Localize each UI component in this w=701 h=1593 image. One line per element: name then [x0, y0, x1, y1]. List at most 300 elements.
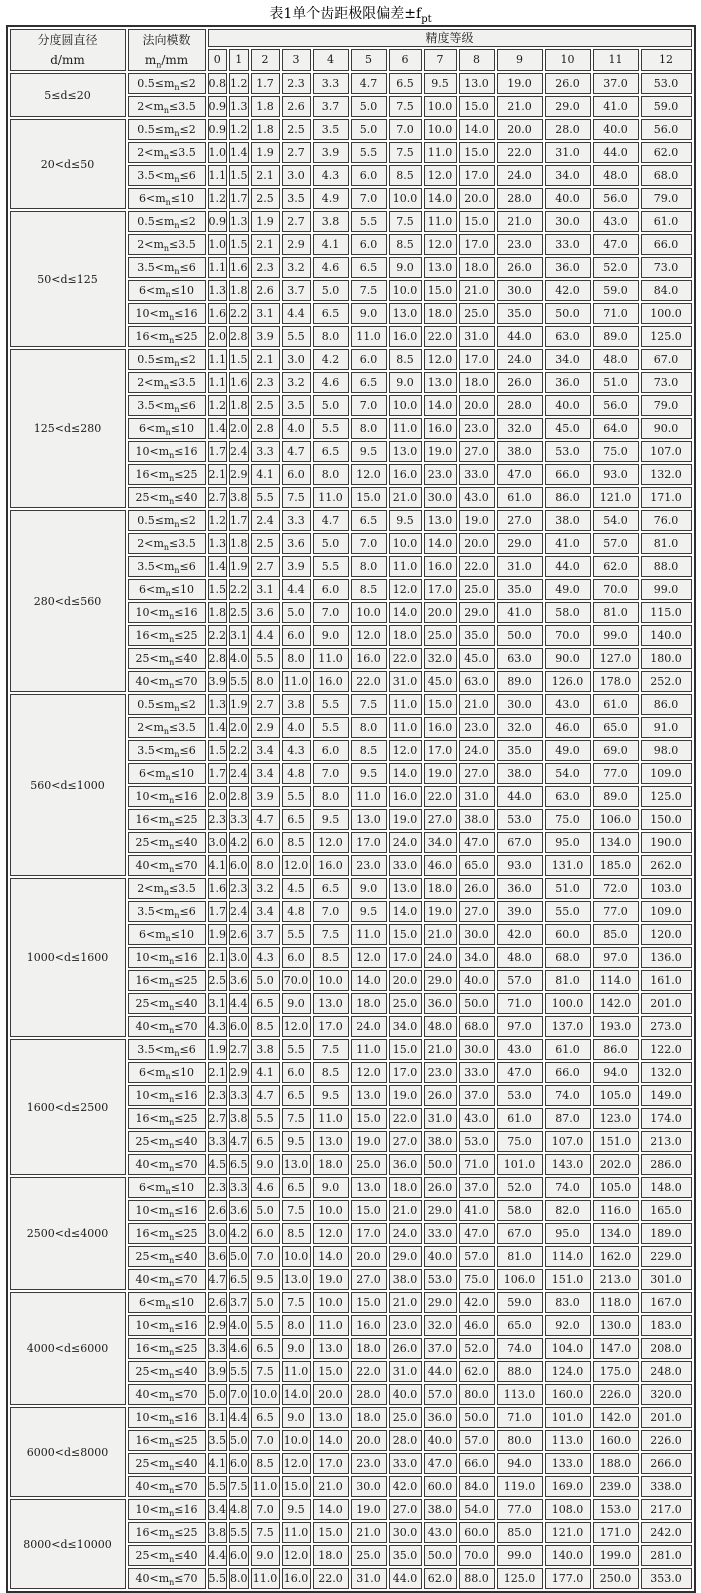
deviation-value-cell: 5.0 — [313, 280, 349, 301]
deviation-value-cell: 6.5 — [229, 1269, 249, 1290]
deviation-value-cell: 2.4 — [229, 763, 249, 784]
deviation-value-cell: 29.0 — [459, 602, 495, 623]
deviation-value-cell: 21.0 — [459, 694, 495, 715]
deviation-value-cell: 109.0 — [641, 901, 692, 922]
deviation-value-cell: 6.5 — [282, 1085, 311, 1106]
deviation-value-cell: 41.0 — [459, 1200, 495, 1221]
deviation-value-cell: 4.3 — [282, 740, 311, 761]
deviation-value-cell: 18.0 — [389, 1177, 422, 1198]
deviation-value-cell: 17.0 — [389, 947, 422, 968]
deviation-value-cell: 4.7 — [251, 1085, 280, 1106]
deviation-value-cell: 36.0 — [389, 1154, 422, 1175]
deviation-value-cell: 273.0 — [641, 1016, 692, 1037]
deviation-value-cell: 21.0 — [389, 1200, 422, 1221]
deviation-value-cell: 85.0 — [593, 924, 639, 945]
deviation-value-cell: 46.0 — [459, 1315, 495, 1336]
deviation-value-cell: 13.0 — [424, 510, 457, 531]
deviation-value-cell: 13.0 — [389, 878, 422, 899]
deviation-value-cell: 54.0 — [545, 763, 591, 784]
deviation-value-cell: 151.0 — [545, 1269, 591, 1290]
deviation-value-cell: 32.0 — [424, 648, 457, 669]
diameter-range-cell: 5≤d≤20 — [10, 73, 126, 117]
deviation-value-cell: 34.0 — [545, 349, 591, 370]
deviation-value-cell: 7.5 — [351, 694, 387, 715]
module-range-cell: $16<m_n\le 25$ — [128, 625, 206, 646]
deviation-value-cell: 32.0 — [497, 418, 543, 439]
deviation-value-cell: 41.0 — [545, 533, 591, 554]
deviation-value-cell: 23.0 — [459, 418, 495, 439]
deviation-value-cell: 91.0 — [641, 717, 692, 738]
deviation-value-cell: 1.3 — [208, 533, 228, 554]
deviation-value-cell: 13.0 — [313, 1407, 349, 1428]
table-row — [10, 119, 692, 140]
deviation-value-cell: 2.7 — [282, 142, 311, 163]
deviation-value-cell: 3.6 — [251, 602, 280, 623]
deviation-value-cell: 5.5 — [313, 694, 349, 715]
deviation-value-cell: 30.0 — [351, 1476, 387, 1497]
deviation-value-cell: 104.0 — [545, 1338, 591, 1359]
deviation-value-cell: 7.5 — [389, 96, 422, 117]
deviation-value-cell: 5.5 — [282, 1039, 311, 1060]
deviation-value-cell: 10.0 — [282, 1430, 311, 1451]
deviation-value-cell: 82.0 — [545, 1200, 591, 1221]
deviation-value-cell: 15.0 — [351, 487, 387, 508]
deviation-value-cell: 44.0 — [389, 1568, 422, 1589]
deviation-value-cell: 1.7 — [251, 73, 280, 94]
deviation-value-cell: 4.4 — [282, 579, 311, 600]
deviation-value-cell: 20.0 — [389, 970, 422, 991]
deviation-value-cell: 4.0 — [229, 1315, 249, 1336]
deviation-value-cell: 7.5 — [282, 487, 311, 508]
deviation-value-cell: 171.0 — [641, 487, 692, 508]
deviation-value-cell: 2.8 — [251, 418, 280, 439]
deviation-value-cell: 2.9 — [208, 1315, 228, 1336]
deviation-value-cell: 88.0 — [497, 1361, 543, 1382]
module-range-cell: $2<m_n\le 3.5$ — [128, 96, 206, 117]
deviation-value-cell: 9.5 — [351, 441, 387, 462]
grade-header-2: 2 — [251, 49, 280, 71]
deviation-value-cell: 14.0 — [313, 1499, 349, 1520]
deviation-value-cell: 11.0 — [351, 786, 387, 807]
deviation-value-cell: 6.0 — [282, 947, 311, 968]
deviation-value-cell: 8.0 — [251, 855, 280, 876]
module-range-cell: $3.5<m_n\le 6$ — [128, 395, 206, 416]
deviation-value-cell: 4.6 — [229, 1338, 249, 1359]
deviation-value-cell: 30.0 — [459, 1039, 495, 1060]
deviation-value-cell: 100.0 — [641, 303, 692, 324]
deviation-value-cell: 14.0 — [389, 763, 422, 784]
deviation-value-cell: 151.0 — [593, 1131, 639, 1152]
deviation-value-cell: 17.0 — [459, 165, 495, 186]
deviation-value-cell: 8.5 — [389, 165, 422, 186]
deviation-value-cell: 4.9 — [313, 188, 349, 209]
deviation-value-cell: 40.0 — [545, 188, 591, 209]
deviation-value-cell: 70.0 — [545, 625, 591, 646]
deviation-value-cell: 9.0 — [282, 993, 311, 1014]
deviation-value-cell: 75.0 — [459, 1269, 495, 1290]
deviation-value-cell: 93.0 — [593, 464, 639, 485]
deviation-value-cell: 1.8 — [208, 602, 228, 623]
deviation-value-cell: 37.0 — [459, 1085, 495, 1106]
deviation-value-cell: 5.0 — [208, 1384, 228, 1405]
deviation-value-cell: 133.0 — [545, 1453, 591, 1474]
deviation-value-cell: 9.0 — [251, 1154, 280, 1175]
deviation-value-cell: 2.2 — [229, 740, 249, 761]
deviation-value-cell: 125.0 — [497, 1568, 543, 1589]
deviation-value-cell: 149.0 — [641, 1085, 692, 1106]
deviation-value-cell: 41.0 — [593, 96, 639, 117]
deviation-value-cell: 12.0 — [389, 740, 422, 761]
deviation-value-cell: 19.0 — [424, 441, 457, 462]
deviation-value-cell: 213.0 — [641, 1131, 692, 1152]
deviation-value-cell: 5.5 — [351, 211, 387, 232]
module-range-cell: $0.5\le m_n\le 2$ — [128, 211, 206, 232]
deviation-value-cell: 10.0 — [313, 1200, 349, 1221]
deviation-value-cell: 75.0 — [497, 1131, 543, 1152]
deviation-value-cell: 19.0 — [497, 73, 543, 94]
deviation-value-cell: 42.0 — [459, 1292, 495, 1313]
deviation-value-cell: 66.0 — [641, 234, 692, 255]
deviation-value-cell: 239.0 — [593, 1476, 639, 1497]
deviation-value-cell: 7.5 — [282, 1200, 311, 1221]
diameter-header-label: 分度圆直径 — [37, 33, 98, 47]
deviation-value-cell: 6.0 — [229, 1016, 249, 1037]
deviation-value-cell: 16.0 — [282, 1568, 311, 1589]
deviation-value-cell: 15.0 — [424, 280, 457, 301]
deviation-value-cell: 74.0 — [545, 1177, 591, 1198]
deviation-value-cell: 3.9 — [208, 1361, 228, 1382]
deviation-value-cell: 7.5 — [282, 1108, 311, 1129]
deviation-value-cell: 4.3 — [251, 947, 280, 968]
table-row — [10, 73, 692, 94]
deviation-value-cell: 5.0 — [251, 970, 280, 991]
grade-header-0: 0 — [208, 49, 228, 71]
diameter-range-cell: 20<d≤50 — [10, 119, 126, 209]
deviation-value-cell: 1.9 — [229, 556, 249, 577]
deviation-value-cell: 26.0 — [545, 73, 591, 94]
deviation-value-cell: 125.0 — [641, 326, 692, 347]
deviation-value-cell: 100.0 — [545, 993, 591, 1014]
deviation-value-cell: 14.0 — [389, 602, 422, 623]
deviation-value-cell: 9.5 — [313, 809, 349, 830]
deviation-value-cell: 13.0 — [351, 809, 387, 830]
deviation-value-cell: 12.0 — [351, 1062, 387, 1083]
deviation-value-cell: 31.0 — [389, 671, 422, 692]
deviation-value-cell: 39.0 — [497, 901, 543, 922]
deviation-value-cell: 43.0 — [459, 1108, 495, 1129]
deviation-value-cell: 3.3 — [229, 809, 249, 830]
deviation-value-cell: 4.2 — [229, 832, 249, 853]
deviation-value-cell: 10.0 — [313, 970, 349, 991]
deviation-value-cell: 27.0 — [459, 441, 495, 462]
deviation-value-cell: 1.9 — [208, 924, 228, 945]
deviation-value-cell: 10.0 — [389, 280, 422, 301]
deviation-value-cell: 115.0 — [641, 602, 692, 623]
deviation-value-cell: 8.0 — [351, 418, 387, 439]
deviation-value-cell: 4.7 — [208, 1269, 228, 1290]
table-header — [10, 29, 692, 71]
module-range-cell: $3.5<m_n\le 6$ — [128, 901, 206, 922]
deviation-value-cell: 18.0 — [459, 257, 495, 278]
deviation-value-cell: 2.7 — [251, 556, 280, 577]
deviation-value-cell: 23.0 — [389, 1315, 422, 1336]
deviation-value-cell: 37.0 — [593, 73, 639, 94]
deviation-value-cell: 6.5 — [251, 993, 280, 1014]
deviation-value-cell: 61.0 — [497, 487, 543, 508]
module-header-label: 法向模数 — [142, 33, 191, 47]
deviation-value-cell: 66.0 — [459, 1453, 495, 1474]
deviation-value-cell: 5.5 — [351, 142, 387, 163]
deviation-value-cell: 88.0 — [459, 1568, 495, 1589]
table-row — [10, 510, 692, 531]
deviation-value-cell: 3.8 — [229, 487, 249, 508]
deviation-value-cell: 5.0 — [251, 1292, 280, 1313]
deviation-value-cell: 44.0 — [497, 786, 543, 807]
deviation-value-cell: 2.6 — [229, 924, 249, 945]
deviation-value-cell: 266.0 — [641, 1453, 692, 1474]
deviation-value-cell: 1.5 — [208, 579, 228, 600]
deviation-value-cell: 55.0 — [545, 901, 591, 922]
deviation-value-cell: 11.0 — [389, 717, 422, 738]
deviation-value-cell: 52.0 — [593, 257, 639, 278]
deviation-value-cell: 38.0 — [497, 763, 543, 784]
deviation-value-cell: 12.0 — [424, 234, 457, 255]
diameter-range-cell: 2500<d≤4000 — [10, 1177, 126, 1290]
deviation-value-cell: 98.0 — [641, 740, 692, 761]
deviation-value-cell: 6.0 — [351, 165, 387, 186]
deviation-value-cell: 1.2 — [208, 510, 228, 531]
deviation-value-cell: 16.0 — [351, 648, 387, 669]
deviation-value-cell: 1.2 — [229, 119, 249, 140]
deviation-value-cell: 27.0 — [389, 1499, 422, 1520]
deviation-value-cell: 119.0 — [497, 1476, 543, 1497]
deviation-value-cell: 2.5 — [251, 188, 280, 209]
deviation-value-cell: 25.0 — [389, 993, 422, 1014]
deviation-value-cell: 5.5 — [313, 556, 349, 577]
module-range-cell: $16<m_n\le 25$ — [128, 326, 206, 347]
deviation-value-cell: 11.0 — [424, 211, 457, 232]
deviation-value-cell: 4.6 — [251, 1177, 280, 1198]
deviation-value-cell: 22.0 — [351, 1361, 387, 1382]
deviation-value-cell: 21.0 — [351, 1522, 387, 1543]
deviation-value-cell: 25.0 — [389, 1407, 422, 1428]
deviation-value-cell: 6.0 — [229, 1545, 249, 1566]
deviation-value-cell: 118.0 — [593, 1292, 639, 1313]
grade-header-5: 5 — [351, 49, 387, 71]
deviation-value-cell: 1.0 — [208, 234, 228, 255]
deviation-value-cell: 125.0 — [641, 786, 692, 807]
deviation-value-cell: 107.0 — [641, 441, 692, 462]
deviation-value-cell: 22.0 — [389, 1108, 422, 1129]
deviation-value-cell: 17.0 — [424, 740, 457, 761]
deviation-value-cell: 18.0 — [313, 1545, 349, 1566]
deviation-value-cell: 13.0 — [351, 1177, 387, 1198]
deviation-value-cell: 150.0 — [641, 809, 692, 830]
deviation-value-cell: 68.0 — [545, 947, 591, 968]
deviation-value-cell: 33.0 — [389, 855, 422, 876]
deviation-value-cell: 6.5 — [351, 510, 387, 531]
deviation-value-cell: 21.0 — [424, 924, 457, 945]
module-range-cell: $40<m_n\le 70$ — [128, 1476, 206, 1497]
deviation-value-cell: 4.7 — [313, 510, 349, 531]
deviation-value-cell: 50.0 — [545, 303, 591, 324]
grade-header-1: 1 — [229, 49, 249, 71]
module-range-cell: $0.5\le m_n\le 2$ — [128, 119, 206, 140]
deviation-value-cell: 79.0 — [641, 395, 692, 416]
deviation-value-cell: 16.0 — [389, 464, 422, 485]
deviation-value-cell: 202.0 — [593, 1154, 639, 1175]
deviation-value-cell: 3.5 — [282, 395, 311, 416]
module-range-cell: $0.5\le m_n\le 2$ — [128, 349, 206, 370]
deviation-value-cell: 28.0 — [351, 1384, 387, 1405]
deviation-value-cell: 3.1 — [208, 1407, 228, 1428]
deviation-value-cell: 2.7 — [251, 694, 280, 715]
deviation-value-cell: 18.0 — [351, 993, 387, 1014]
module-range-cell: $40<m_n\le 70$ — [128, 1154, 206, 1175]
deviation-value-cell: 97.0 — [593, 947, 639, 968]
deviation-value-cell: 53.0 — [641, 73, 692, 94]
deviation-value-cell: 160.0 — [593, 1430, 639, 1451]
deviation-value-cell: 6.5 — [313, 303, 349, 324]
deviation-value-cell: 22.0 — [313, 1568, 349, 1589]
deviation-value-cell: 38.0 — [424, 1131, 457, 1152]
deviation-value-cell: 4.1 — [251, 1062, 280, 1083]
deviation-value-cell: 8.5 — [313, 1062, 349, 1083]
deviation-value-cell: 5.5 — [282, 786, 311, 807]
deviation-value-cell: 17.0 — [389, 1062, 422, 1083]
deviation-value-cell: 88.0 — [641, 556, 692, 577]
deviation-value-cell: 21.0 — [497, 96, 543, 117]
deviation-value-cell: 5.5 — [208, 1476, 228, 1497]
deviation-value-cell: 61.0 — [497, 1108, 543, 1129]
deviation-value-cell: 9.0 — [251, 1545, 280, 1566]
deviation-value-cell: 3.2 — [282, 372, 311, 393]
deviation-value-cell: 15.0 — [313, 1361, 349, 1382]
deviation-value-cell: 20.0 — [351, 1430, 387, 1451]
deviation-value-cell: 89.0 — [593, 326, 639, 347]
deviation-value-cell: 5.5 — [251, 487, 280, 508]
deviation-value-cell: 147.0 — [593, 1338, 639, 1359]
deviation-value-cell: 94.0 — [593, 1062, 639, 1083]
deviation-value-cell: 43.0 — [545, 694, 591, 715]
deviation-value-cell: 10.0 — [351, 602, 387, 623]
deviation-value-cell: 1.9 — [229, 694, 249, 715]
deviation-value-cell: 4.4 — [229, 1407, 249, 1428]
deviation-value-cell: 9.0 — [351, 303, 387, 324]
deviation-value-cell: 2.1 — [251, 349, 280, 370]
module-range-cell: $6<m_n\le 10$ — [128, 924, 206, 945]
pitch-deviation-table — [6, 25, 696, 1593]
deviation-value-cell: 57.0 — [497, 970, 543, 991]
deviation-value-cell: 67.0 — [497, 1223, 543, 1244]
deviation-value-cell: 73.0 — [641, 372, 692, 393]
deviation-value-cell: 2.2 — [229, 579, 249, 600]
deviation-value-cell: 9.5 — [351, 901, 387, 922]
deviation-value-cell: 13.0 — [282, 1154, 311, 1175]
deviation-value-cell: 2.3 — [229, 878, 249, 899]
deviation-value-cell: 11.0 — [389, 418, 422, 439]
deviation-value-cell: 23.0 — [351, 855, 387, 876]
deviation-value-cell: 167.0 — [641, 1292, 692, 1313]
deviation-value-cell: 3.9 — [208, 671, 228, 692]
module-range-cell: $40<m_n\le 70$ — [128, 671, 206, 692]
deviation-value-cell: 14.0 — [389, 901, 422, 922]
deviation-value-cell: 9.5 — [389, 510, 422, 531]
deviation-value-cell: 14.0 — [459, 119, 495, 140]
deviation-value-cell: 16.0 — [424, 418, 457, 439]
deviation-value-cell: 6.0 — [229, 1453, 249, 1474]
grade-header-9: 9 — [497, 49, 543, 71]
deviation-value-cell: 106.0 — [497, 1269, 543, 1290]
deviation-value-cell: 54.0 — [593, 510, 639, 531]
deviation-value-cell: 3.4 — [208, 1499, 228, 1520]
deviation-value-cell: 25.0 — [459, 303, 495, 324]
deviation-value-cell: 8.0 — [351, 556, 387, 577]
deviation-value-cell: 2.9 — [282, 234, 311, 255]
deviation-value-cell: 3.7 — [282, 280, 311, 301]
deviation-value-cell: 23.0 — [497, 234, 543, 255]
deviation-value-cell: 178.0 — [593, 671, 639, 692]
deviation-value-cell: 4.8 — [229, 1499, 249, 1520]
deviation-value-cell: 2.1 — [208, 464, 228, 485]
deviation-value-cell: 8.5 — [313, 947, 349, 968]
deviation-value-cell: 21.0 — [313, 1476, 349, 1497]
deviation-value-cell: 13.0 — [282, 1269, 311, 1290]
deviation-value-cell: 22.0 — [424, 326, 457, 347]
deviation-value-cell: 27.0 — [497, 510, 543, 531]
deviation-value-cell: 14.0 — [282, 1384, 311, 1405]
module-range-cell: $6<m_n\le 10$ — [128, 579, 206, 600]
deviation-value-cell: 7.0 — [251, 1499, 280, 1520]
deviation-value-cell: 29.0 — [497, 533, 543, 554]
deviation-value-cell: 53.0 — [545, 441, 591, 462]
diameter-header-unit: d/mm — [50, 53, 85, 67]
deviation-value-cell: 11.0 — [282, 1522, 311, 1543]
grade-header-7: 7 — [424, 49, 457, 71]
deviation-value-cell: 14.0 — [424, 395, 457, 416]
deviation-value-cell: 123.0 — [593, 1108, 639, 1129]
deviation-value-cell: 2.7 — [282, 211, 311, 232]
deviation-value-cell: 122.0 — [641, 1039, 692, 1060]
deviation-value-cell: 131.0 — [545, 855, 591, 876]
diameter-range-cell: 50<d≤125 — [10, 211, 126, 347]
deviation-value-cell: 8.5 — [351, 579, 387, 600]
deviation-value-cell: 3.9 — [282, 556, 311, 577]
deviation-value-cell: 63.0 — [497, 648, 543, 669]
deviation-value-cell: 15.0 — [282, 1476, 311, 1497]
diameter-range-cell: 1000<d≤1600 — [10, 878, 126, 1037]
deviation-value-cell: 89.0 — [497, 671, 543, 692]
deviation-value-cell: 44.0 — [593, 142, 639, 163]
deviation-value-cell: 0.9 — [208, 96, 228, 117]
deviation-value-cell: 50.0 — [459, 993, 495, 1014]
deviation-value-cell: 84.0 — [459, 1476, 495, 1497]
deviation-value-cell: 3.6 — [229, 970, 249, 991]
deviation-value-cell: 30.0 — [497, 694, 543, 715]
deviation-value-cell: 33.0 — [459, 464, 495, 485]
deviation-value-cell: 62.0 — [641, 142, 692, 163]
module-range-cell: $25<m_n\le 40$ — [128, 993, 206, 1014]
deviation-value-cell: 80.0 — [459, 1384, 495, 1405]
deviation-value-cell: 21.0 — [389, 1292, 422, 1313]
deviation-value-cell: 8.0 — [229, 1568, 249, 1589]
deviation-value-cell: 30.0 — [545, 211, 591, 232]
module-range-cell: $16<m_n\le 25$ — [128, 970, 206, 991]
deviation-value-cell: 2.1 — [208, 1062, 228, 1083]
deviation-value-cell: 213.0 — [593, 1269, 639, 1290]
deviation-value-cell: 92.0 — [545, 1315, 591, 1336]
deviation-value-cell: 217.0 — [641, 1499, 692, 1520]
